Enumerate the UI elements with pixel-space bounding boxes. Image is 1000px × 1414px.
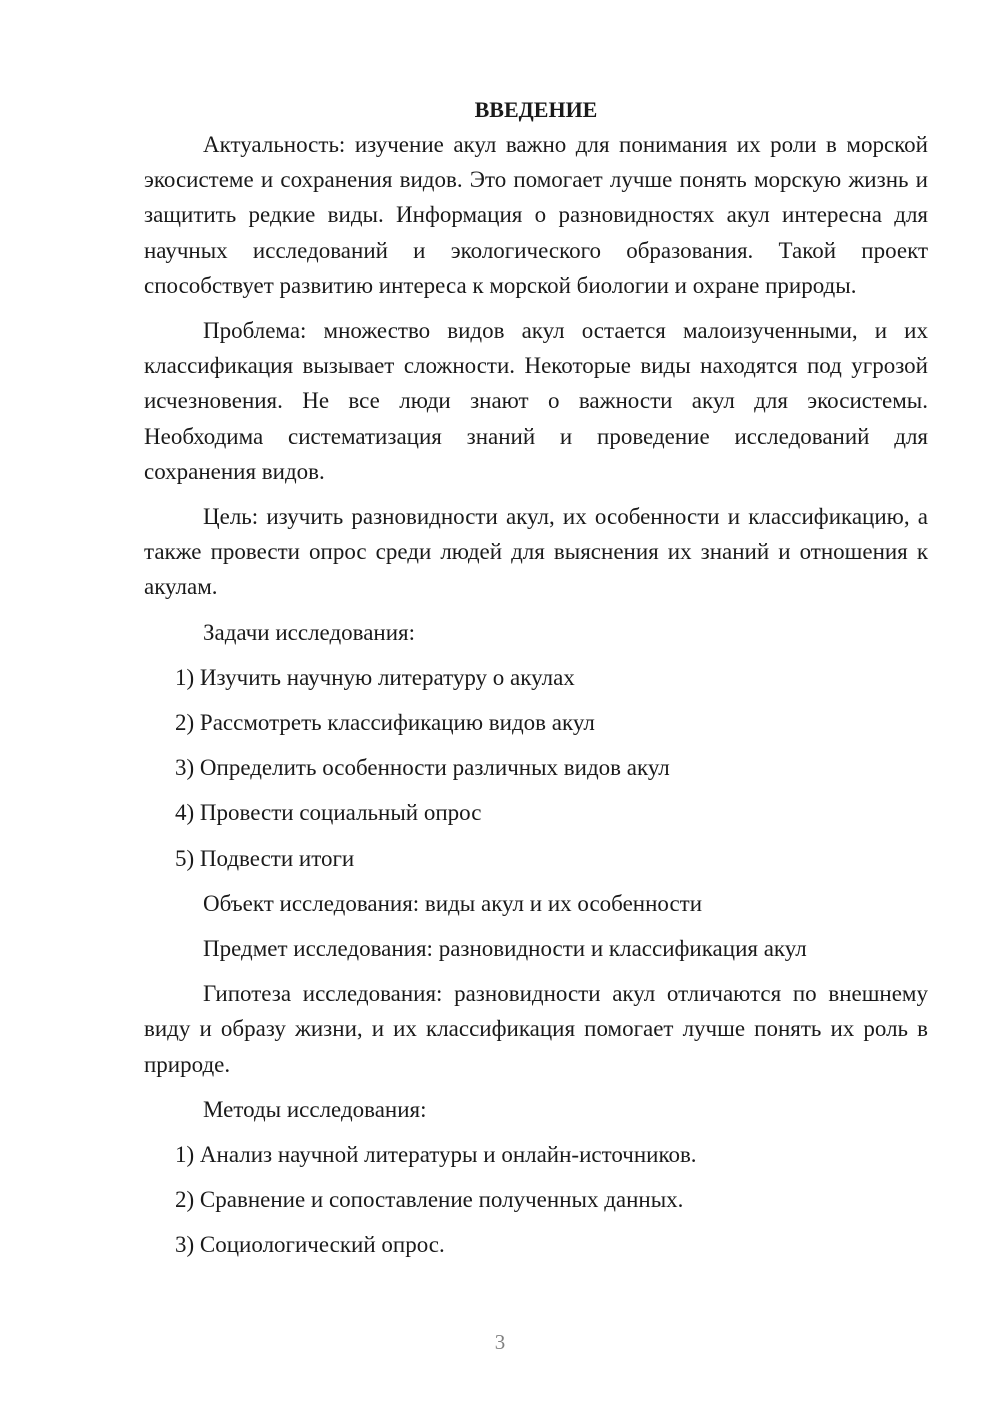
document-page xyxy=(144,92,928,1273)
problem-paragraph: Проблема: множество видов акул остается малоизученными, и их классификация вызывает сложности. Некоторые виды находятся под угрозой исчезновения. Не все люди знают о важности акул для экосистемы. Необходима систематизация знаний и проведение исследований для сохранения видов. xyxy=(144,318,928,484)
page-number: 3 xyxy=(494,1330,506,1354)
method-item: 3) Социологический опрос. xyxy=(175,1232,445,1258)
hypothesis-paragraph: Гипотеза исследования: разновидности акул отличаются по внешнему виду и образу жизни, и их классификация помогает лучше понять их роль в природе. xyxy=(144,981,928,1077)
relevance-paragraph: Актуальность: изучение акул важно для понимания их роли в морской экосистеме и сохранения видов. Это помогает лучше понять морскую жизнь и защитить редкие виды. Информация о разновидностях акул интересна для научных исследований и экологического образования. Такой проект способствует развитию интереса к морской биологии и охране природы. xyxy=(144,132,928,298)
research-object: Объект исследования: виды акул и их особенности xyxy=(203,890,703,916)
research-subject: Предмет исследования: разновидности и классификация акул xyxy=(203,936,807,962)
task-item: 4) Провести социальный опрос xyxy=(175,800,482,826)
section-title: ВВЕДЕНИЕ xyxy=(474,97,598,122)
task-item: 5) Подвести итоги xyxy=(175,845,355,871)
method-item: 2) Сравнение и сопоставление полученных данных. xyxy=(175,1187,684,1213)
tasks-heading: Задачи исследования: xyxy=(203,619,416,645)
task-item: 1) Изучить научную литературу о акулах xyxy=(175,664,575,690)
method-item: 1) Анализ научной литературы и онлайн-источников. xyxy=(175,1142,697,1168)
goal-paragraph: Цель: изучить разновидности акул, их особенности и классификацию, а также провести опрос среди людей для выяснения их знаний и отношения к акулам. xyxy=(144,504,928,600)
task-item: 3) Определить особенности различных видов акул xyxy=(175,755,670,781)
task-item: 2) Рассмотреть классификацию видов акул xyxy=(175,710,595,736)
methods-heading: Методы исследования: xyxy=(203,1096,427,1122)
